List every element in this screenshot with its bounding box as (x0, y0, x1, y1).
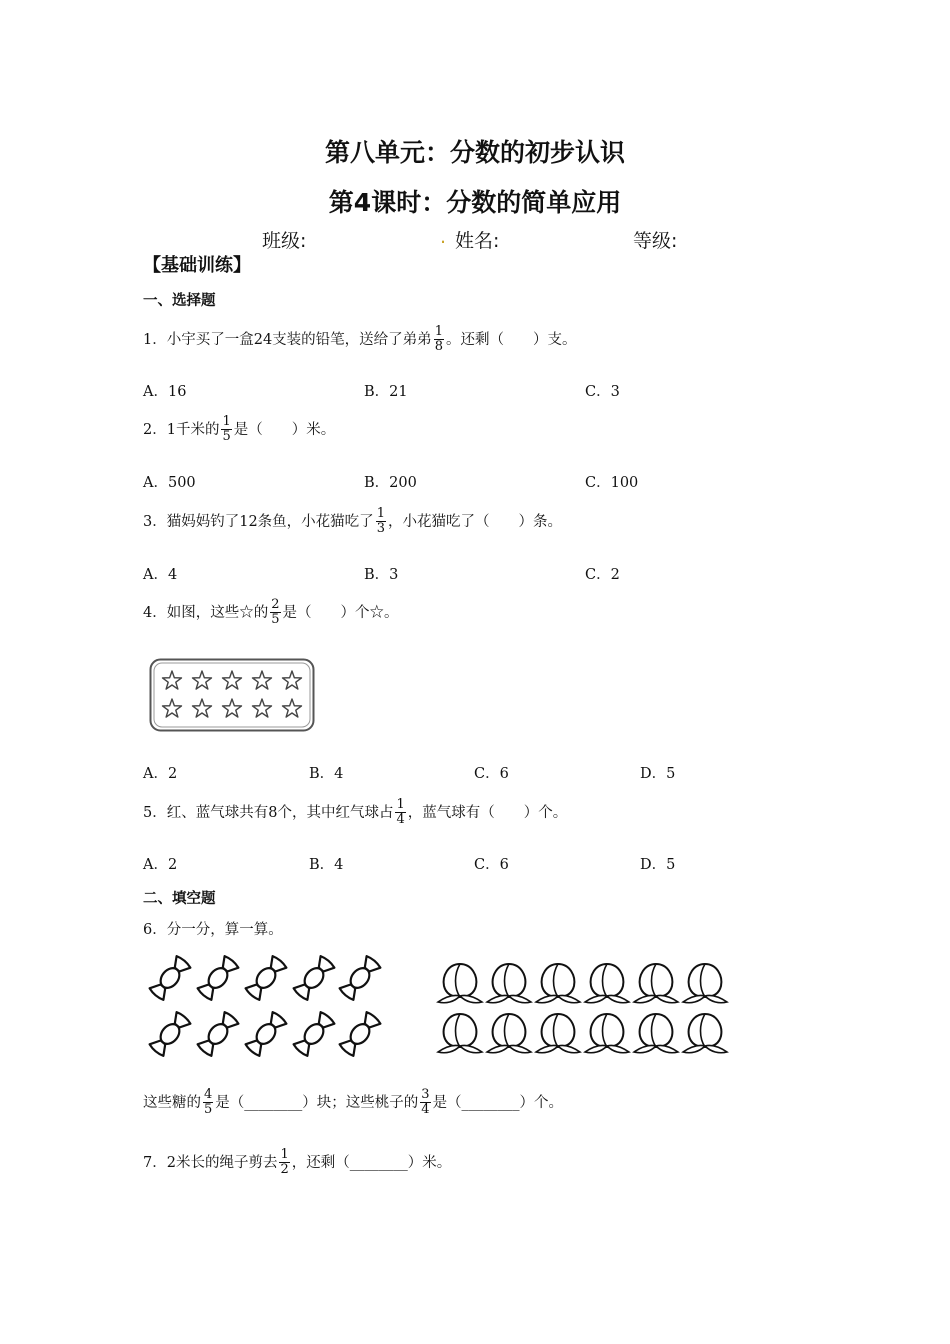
q2-text: 2．1千米的 (143, 421, 220, 438)
q1-text: 1．小宇买了一盒24支装的铅笔，送给了弟弟 (143, 331, 432, 348)
star-icon-row-1 (162, 671, 301, 689)
q4-option-c[interactable]: C．6 (474, 766, 509, 782)
question-7 (143, 1148, 451, 1177)
q5-fraction (395, 798, 405, 827)
q2-denominator: 5 (222, 429, 231, 444)
section-choice: 一、选择题 (143, 293, 216, 309)
q6-candy-text: 这些糖的 (143, 1094, 201, 1111)
q1-option-a[interactable]: A．16 (143, 384, 187, 400)
q2-option-b[interactable]: B．200 (364, 475, 417, 491)
q6-text: 6．分一分，算一算。 (143, 922, 283, 938)
q4-text-end: 是（ ）个☆。 (282, 604, 399, 621)
question-3 (143, 507, 562, 536)
q4-numerator: 2 (271, 597, 280, 612)
q5-numerator: 1 (396, 797, 405, 812)
q1-numerator: 1 (434, 324, 443, 339)
q4-option-a[interactable]: A．2 (143, 766, 178, 782)
q3-denominator: 3 (376, 521, 385, 536)
q4-option-b[interactable]: B．4 (309, 766, 344, 782)
q3-option-b[interactable]: B．3 (364, 567, 399, 583)
q6-candy-fraction (203, 1088, 213, 1117)
question-6 (143, 920, 283, 940)
q3-text-end: ，小花猫吃了（ ）条。 (387, 513, 562, 530)
q5-option-b[interactable]: B．4 (309, 857, 344, 873)
q6-peach-numerator: 3 (421, 1087, 430, 1102)
class-label: 班级: (262, 230, 307, 252)
q3-fraction (376, 507, 386, 536)
q5-option-c[interactable]: C．6 (474, 857, 509, 873)
q1-option-c[interactable]: C．3 (585, 384, 620, 400)
candy-icon-row-2 (149, 1011, 382, 1057)
section-fill-in: 二、填空题 (143, 891, 216, 907)
q2-text-end: 是（ ）米。 (233, 421, 336, 438)
star-icon-row-2 (162, 699, 301, 717)
q3-option-a[interactable]: A．4 (143, 567, 178, 583)
q6-peach-blank[interactable]: 是（________）个。 (432, 1094, 564, 1111)
q2-fraction (221, 415, 231, 444)
q7-blank[interactable]: ，还剩（________）米。 (291, 1154, 452, 1171)
candies-figure (148, 950, 384, 1060)
section-basic-training: 【基础训练】 (143, 255, 251, 276)
q4-text: 4．如图，这些☆的 (143, 604, 269, 621)
q4-option-d[interactable]: D．5 (640, 766, 676, 782)
q1-denominator: 8 (434, 339, 443, 354)
q2-option-a[interactable]: A．500 (143, 475, 196, 491)
q3-numerator: 1 (376, 506, 385, 521)
q1-fraction (434, 325, 444, 354)
q4-denominator: 5 (271, 612, 280, 627)
grade-label: 等级: (633, 230, 678, 252)
question-2 (143, 415, 335, 444)
q3-text: 3．猫妈妈钓了12条鱼，小花猫吃了 (143, 513, 374, 530)
q6-answer-line (143, 1088, 563, 1117)
candy-icon-row-1 (149, 955, 382, 1001)
q2-option-c[interactable]: C．100 (585, 475, 639, 491)
question-5 (143, 798, 567, 827)
q7-fraction (279, 1148, 289, 1177)
question-4 (143, 598, 399, 627)
question-1 (143, 325, 576, 354)
q6-candy-blank[interactable]: 是（________）块；这些桃子的 (215, 1094, 419, 1111)
q4-fraction (270, 598, 280, 627)
q5-text-end: ，蓝气球有（ ）个。 (407, 804, 568, 821)
q3-option-c[interactable]: C．2 (585, 567, 620, 583)
name-label: 姓名: (455, 230, 500, 252)
separator-dot: . (440, 226, 447, 248)
q5-option-a[interactable]: A．2 (143, 857, 178, 873)
q6-peach-fraction (420, 1088, 430, 1117)
q7-text: 7．2米长的绳子剪去 (143, 1154, 278, 1171)
star-box-figure (149, 658, 315, 732)
peaches-figure (436, 958, 732, 1060)
q5-text: 5．红、蓝气球共有8个，其中红气球占 (143, 804, 394, 821)
title-unit: 第八单元：分数的初步认识 (324, 138, 625, 167)
q6-candy-numerator: 4 (204, 1087, 213, 1102)
q5-option-d[interactable]: D．5 (640, 857, 676, 873)
q7-denominator: 2 (280, 1162, 289, 1177)
q6-peach-denominator: 4 (421, 1102, 430, 1117)
peach-icon-row-1 (438, 964, 727, 1003)
peach-icon-row-2 (438, 1014, 727, 1053)
q1-option-b[interactable]: B．21 (364, 384, 408, 400)
q2-numerator: 1 (222, 414, 231, 429)
q1-text-end: 。还剩（ ）支。 (445, 331, 577, 348)
title-lesson: 第4课时：分数的简单应用 (328, 188, 622, 217)
q7-numerator: 1 (280, 1147, 289, 1162)
q6-candy-denominator: 5 (204, 1102, 213, 1117)
q5-denominator: 4 (396, 812, 405, 827)
